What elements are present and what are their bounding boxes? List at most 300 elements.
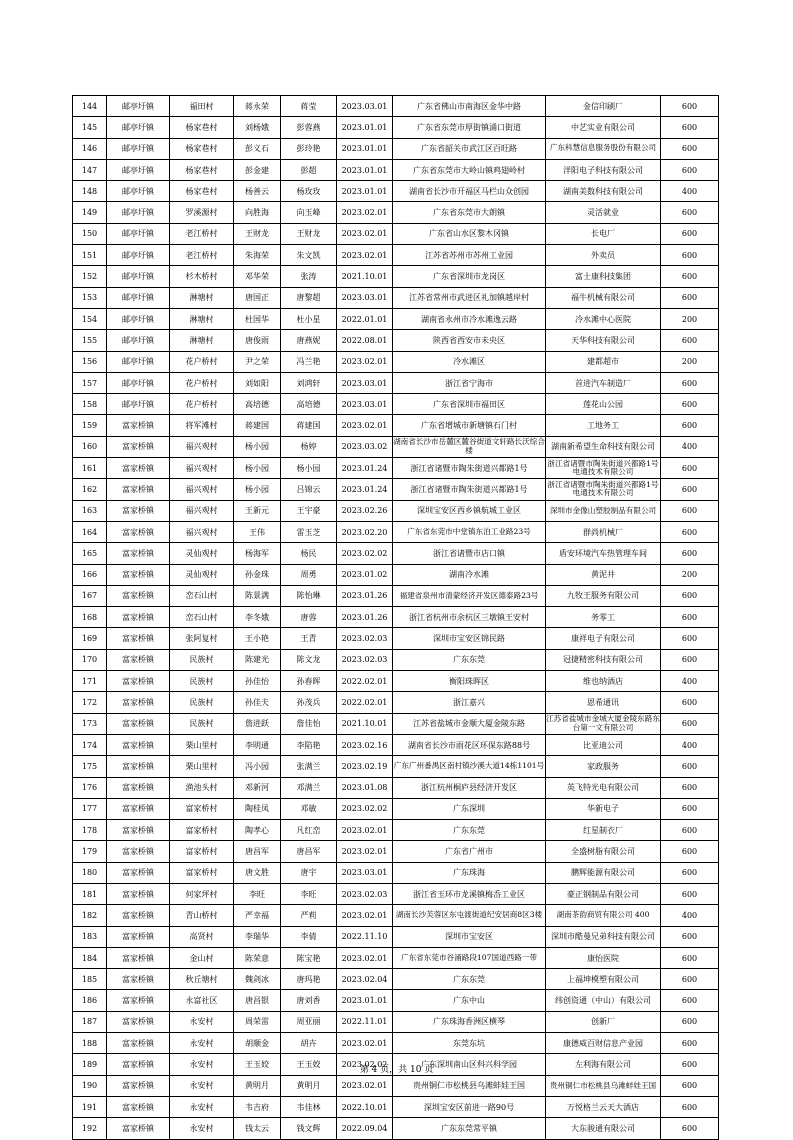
town-cell: 富家桥镇 xyxy=(107,628,170,649)
amount-cell: 600 xyxy=(661,223,719,244)
start-date-cell: 2023.02.03 xyxy=(337,649,393,670)
work-address-cell: 福建省泉州市清蒙经济开发区德泰路23号 xyxy=(393,585,546,606)
village-cell: 富家桥村 xyxy=(170,798,234,819)
employer-cell: 冷水滩中心医院 xyxy=(546,308,661,329)
worker-name-cell: 彭蓉燕 xyxy=(281,117,337,138)
start-date-cell: 2023.02.02 xyxy=(337,798,393,819)
table-row xyxy=(73,330,719,351)
town-cell: 邮亭圩镇 xyxy=(107,159,170,180)
work-address-cell: 广东东莞 xyxy=(393,649,546,670)
work-address-cell: 深圳宝安区西乡镇航城工业区 xyxy=(393,500,546,521)
worker-name-cell: 彭超 xyxy=(281,159,337,180)
table-row xyxy=(73,820,719,841)
employer-cell: 首进汽车制造厂 xyxy=(546,372,661,393)
village-cell: 杉木桥村 xyxy=(170,266,234,287)
town-cell: 邮亭圩镇 xyxy=(107,330,170,351)
town-cell: 富家桥镇 xyxy=(107,671,170,692)
employer-cell: 盾安环境汽车热管理车间 xyxy=(546,543,661,564)
row-number-cell: 163 xyxy=(73,500,107,521)
row-number-cell: 153 xyxy=(73,287,107,308)
amount-cell: 600 xyxy=(661,138,719,159)
householder-cell: 陶孝心 xyxy=(234,820,281,841)
employer-cell: 比亚迪公司 xyxy=(546,734,661,755)
householder-cell: 孙佳夫 xyxy=(234,692,281,713)
row-number-cell: 156 xyxy=(73,351,107,372)
village-cell: 栗山里村 xyxy=(170,734,234,755)
table-row xyxy=(73,585,719,606)
village-cell: 福兴观村 xyxy=(170,458,234,479)
row-number-cell: 159 xyxy=(73,415,107,436)
table-row xyxy=(73,947,719,968)
worker-name-cell: 陈宝艳 xyxy=(281,947,337,968)
row-number-cell: 179 xyxy=(73,841,107,862)
village-cell: 青山桥村 xyxy=(170,905,234,926)
town-cell: 富家桥镇 xyxy=(107,969,170,990)
worker-name-cell: 冯兰艳 xyxy=(281,351,337,372)
table-row xyxy=(73,926,719,947)
village-cell: 峦石山村 xyxy=(170,607,234,628)
amount-cell: 600 xyxy=(661,990,719,1011)
householder-cell: 王新元 xyxy=(234,500,281,521)
town-cell: 富家桥镇 xyxy=(107,564,170,585)
work-address-cell: 广东省佛山市南海区金华中路 xyxy=(393,96,546,117)
householder-cell: 杨小园 xyxy=(234,436,281,457)
employer-cell: 冠捷精密科技有限公司 xyxy=(546,649,661,670)
worker-name-cell: 严莉 xyxy=(281,905,337,926)
start-date-cell: 2022.11.10 xyxy=(337,926,393,947)
employer-cell: 黄泥井 xyxy=(546,564,661,585)
householder-cell: 杜国华 xyxy=(234,308,281,329)
worker-name-cell: 刘鸿轩 xyxy=(281,372,337,393)
amount-cell: 600 xyxy=(661,372,719,393)
employer-cell: 家政服务 xyxy=(546,756,661,777)
householder-cell: 唐俊雨 xyxy=(234,330,281,351)
village-cell: 永安村 xyxy=(170,1054,234,1075)
householder-cell: 李明通 xyxy=(234,734,281,755)
town-cell: 邮亭圩镇 xyxy=(107,96,170,117)
work-address-cell: 广东深圳 xyxy=(393,798,546,819)
worker-name-cell: 蒋莹 xyxy=(281,96,337,117)
amount-cell: 600 xyxy=(661,245,719,266)
amount-cell: 600 xyxy=(661,521,719,542)
row-number-cell: 157 xyxy=(73,372,107,393)
work-address-cell: 广东广州番禺区南村镇沙溪大道14栋1101号 xyxy=(393,756,546,777)
employer-cell: 深圳市金像山塑胶制品有限公司 xyxy=(546,500,661,521)
village-cell: 花户桥村 xyxy=(170,372,234,393)
town-cell: 富家桥镇 xyxy=(107,798,170,819)
row-number-cell: 146 xyxy=(73,138,107,159)
start-date-cell: 2023.01.26 xyxy=(337,607,393,628)
start-date-cell: 2023.01.01 xyxy=(337,159,393,180)
village-cell: 富家桥村 xyxy=(170,862,234,883)
table-row xyxy=(73,905,719,926)
table-row xyxy=(73,671,719,692)
amount-cell: 600 xyxy=(661,394,719,415)
worker-name-cell: 张涛 xyxy=(281,266,337,287)
table-row xyxy=(73,308,719,329)
row-number-cell: 178 xyxy=(73,820,107,841)
town-cell: 富家桥镇 xyxy=(107,543,170,564)
amount-cell: 600 xyxy=(661,117,719,138)
row-number-cell: 169 xyxy=(73,628,107,649)
start-date-cell: 2022.09.04 xyxy=(337,1118,393,1139)
start-date-cell: 2023.02.02 xyxy=(337,543,393,564)
town-cell: 富家桥镇 xyxy=(107,1011,170,1032)
work-address-cell: 广东珠海香洲区横琴 xyxy=(393,1011,546,1032)
householder-cell: 唐昌军 xyxy=(234,841,281,862)
worker-name-cell: 黄明月 xyxy=(281,1075,337,1096)
householder-cell: 朱海荣 xyxy=(234,245,281,266)
row-number-cell: 145 xyxy=(73,117,107,138)
worker-name-cell: 向玉峰 xyxy=(281,202,337,223)
town-cell: 富家桥镇 xyxy=(107,458,170,479)
start-date-cell: 2023.02.02 xyxy=(337,1054,393,1075)
householder-cell: 李旺 xyxy=(234,883,281,904)
householder-cell: 杨小园 xyxy=(234,479,281,500)
employer-cell: 湖南茶韵商贸有限公司 400 xyxy=(546,905,661,926)
employer-cell: 群尚机械厂 xyxy=(546,521,661,542)
table-row xyxy=(73,649,719,670)
table-row xyxy=(73,436,719,457)
row-number-cell: 147 xyxy=(73,159,107,180)
employer-cell: 福牛机械有限公司 xyxy=(546,287,661,308)
row-number-cell: 161 xyxy=(73,458,107,479)
town-cell: 富家桥镇 xyxy=(107,734,170,755)
start-date-cell: 2023.02.01 xyxy=(337,202,393,223)
worker-name-cell: 李陷艳 xyxy=(281,734,337,755)
village-cell: 秋丘塘村 xyxy=(170,969,234,990)
table-row xyxy=(73,159,719,180)
employer-cell: 长电厂 xyxy=(546,223,661,244)
town-cell: 邮亭圩镇 xyxy=(107,266,170,287)
row-number-cell: 151 xyxy=(73,245,107,266)
start-date-cell: 2023.03.01 xyxy=(337,862,393,883)
amount-cell: 600 xyxy=(661,500,719,521)
work-address-cell: 广东省东莞市大岭山镇鸡翅岭村 xyxy=(393,159,546,180)
row-number-cell: 175 xyxy=(73,756,107,777)
worker-name-cell: 胡卉 xyxy=(281,1033,337,1054)
householder-cell: 严幸福 xyxy=(234,905,281,926)
table-row xyxy=(73,777,719,798)
village-cell: 花户桥村 xyxy=(170,351,234,372)
worker-name-cell: 蒋建国 xyxy=(281,415,337,436)
work-address-cell: 江苏省苏州市苏州工业园 xyxy=(393,245,546,266)
employer-cell: 豪正钢制品有限公司 xyxy=(546,883,661,904)
amount-cell: 600 xyxy=(661,1011,719,1032)
worker-name-cell: 韦佳林 xyxy=(281,1096,337,1117)
amount-cell: 600 xyxy=(661,159,719,180)
householder-cell: 詹进跃 xyxy=(234,713,281,734)
worker-name-cell: 李旺 xyxy=(281,883,337,904)
employer-cell: 上福坤模塑有限公司 xyxy=(546,969,661,990)
start-date-cell: 2023.02.01 xyxy=(337,820,393,841)
table-row xyxy=(73,692,719,713)
work-address-cell: 江苏省常州市武进区礼加镇越岸村 xyxy=(393,287,546,308)
work-address-cell: 广东东莞 xyxy=(393,820,546,841)
town-cell: 邮亭圩镇 xyxy=(107,351,170,372)
employer-cell: 九牧王服务有限公司 xyxy=(546,585,661,606)
householder-cell: 蒋建国 xyxy=(234,415,281,436)
table-row xyxy=(73,202,719,223)
amount-cell: 600 xyxy=(661,820,719,841)
start-date-cell: 2022.02.01 xyxy=(337,671,393,692)
worker-name-cell: 钱文辉 xyxy=(281,1118,337,1139)
table-row xyxy=(73,245,719,266)
row-number-cell: 168 xyxy=(73,607,107,628)
row-number-cell: 185 xyxy=(73,969,107,990)
start-date-cell: 2023.02.01 xyxy=(337,947,393,968)
town-cell: 富家桥镇 xyxy=(107,820,170,841)
worker-name-cell: 邓敏 xyxy=(281,798,337,819)
row-number-cell: 164 xyxy=(73,521,107,542)
employer-cell: 维也纳酒店 xyxy=(546,671,661,692)
employer-cell: 湖南美数科技有限公司 xyxy=(546,181,661,202)
village-cell: 灵仙观村 xyxy=(170,564,234,585)
employer-cell: 恩希通讯 xyxy=(546,692,661,713)
work-address-cell: 广东省广州市 xyxy=(393,841,546,862)
row-number-cell: 180 xyxy=(73,862,107,883)
start-date-cell: 2023.02.16 xyxy=(337,734,393,755)
employer-cell: 深圳市酷曼兄弟科技有限公司 xyxy=(546,926,661,947)
start-date-cell: 2023.03.02 xyxy=(337,436,393,457)
work-address-cell: 广东省韶关市武江区百旺路 xyxy=(393,138,546,159)
table-row xyxy=(73,458,719,479)
amount-cell: 600 xyxy=(661,266,719,287)
town-cell: 富家桥镇 xyxy=(107,1054,170,1075)
village-cell: 金山村 xyxy=(170,947,234,968)
row-number-cell: 183 xyxy=(73,926,107,947)
householder-cell: 陈建光 xyxy=(234,649,281,670)
employer-cell: 金信印刷厂 xyxy=(546,96,661,117)
start-date-cell: 2023.02.03 xyxy=(337,883,393,904)
village-cell: 淋塘村 xyxy=(170,330,234,351)
start-date-cell: 2023.03.01 xyxy=(337,394,393,415)
village-cell: 老江桥村 xyxy=(170,245,234,266)
row-number-cell: 182 xyxy=(73,905,107,926)
village-cell: 民族村 xyxy=(170,649,234,670)
worker-name-cell: 孙春晖 xyxy=(281,671,337,692)
amount-cell: 600 xyxy=(661,96,719,117)
employer-cell: 创新厂 xyxy=(546,1011,661,1032)
work-address-cell: 浙江杭州桐庐县经济开发区 xyxy=(393,777,546,798)
table-row xyxy=(73,969,719,990)
village-cell: 峦石山村 xyxy=(170,585,234,606)
amount-cell: 600 xyxy=(661,841,719,862)
amount-cell: 600 xyxy=(661,756,719,777)
work-address-cell: 广东东莞 xyxy=(393,969,546,990)
village-cell: 淋塘村 xyxy=(170,287,234,308)
amount-cell: 400 xyxy=(661,905,719,926)
table-row xyxy=(73,564,719,585)
village-cell: 高贤村 xyxy=(170,926,234,947)
start-date-cell: 2023.01.01 xyxy=(337,181,393,202)
village-cell: 渔池头村 xyxy=(170,777,234,798)
amount-cell: 600 xyxy=(661,287,719,308)
work-address-cell: 广东省深圳市福田区 xyxy=(393,394,546,415)
amount-cell: 600 xyxy=(661,1075,719,1096)
town-cell: 富家桥镇 xyxy=(107,1033,170,1054)
employer-cell: 康祥电子有限公司 xyxy=(546,628,661,649)
amount-cell: 400 xyxy=(661,671,719,692)
village-cell: 杨家巷村 xyxy=(170,159,234,180)
town-cell: 富家桥镇 xyxy=(107,585,170,606)
worker-name-cell: 陈怡琳 xyxy=(281,585,337,606)
amount-cell: 200 xyxy=(661,564,719,585)
row-number-cell: 181 xyxy=(73,883,107,904)
start-date-cell: 2023.01.26 xyxy=(337,585,393,606)
table-row xyxy=(73,372,719,393)
work-address-cell: 广东省东莞市中堂镇东泊工业路23号 xyxy=(393,521,546,542)
village-cell: 永安村 xyxy=(170,1118,234,1139)
amount-cell: 600 xyxy=(661,458,719,479)
town-cell: 富家桥镇 xyxy=(107,692,170,713)
village-cell: 永安村 xyxy=(170,1096,234,1117)
amount-cell: 600 xyxy=(661,607,719,628)
worker-name-cell: 雷玉芝 xyxy=(281,521,337,542)
table-row xyxy=(73,734,719,755)
amount-cell: 600 xyxy=(661,1118,719,1139)
town-cell: 邮亭圩镇 xyxy=(107,372,170,393)
start-date-cell: 2022.02.01 xyxy=(337,692,393,713)
work-address-cell: 湖南省长沙市岳麓区麓谷街道文轩路长沃综合楼 xyxy=(393,436,546,457)
amount-cell: 600 xyxy=(661,585,719,606)
employer-cell: 广东科慧信息服务股份有限公司 xyxy=(546,138,661,159)
amount-cell: 600 xyxy=(661,479,719,500)
worker-name-cell: 李倩 xyxy=(281,926,337,947)
start-date-cell: 2023.02.01 xyxy=(337,415,393,436)
town-cell: 富家桥镇 xyxy=(107,479,170,500)
amount-cell: 600 xyxy=(661,926,719,947)
start-date-cell: 2023.02.03 xyxy=(337,628,393,649)
worker-name-cell: 彭玲艳 xyxy=(281,138,337,159)
table-row xyxy=(73,607,719,628)
village-cell: 杨家巷村 xyxy=(170,117,234,138)
householder-cell: 彭义石 xyxy=(234,138,281,159)
row-number-cell: 152 xyxy=(73,266,107,287)
worker-name-cell: 张满兰 xyxy=(281,756,337,777)
row-number-cell: 188 xyxy=(73,1033,107,1054)
employer-cell: 天华科技有限公司 xyxy=(546,330,661,351)
work-address-cell: 广东省深圳市龙岗区 xyxy=(393,266,546,287)
amount-cell: 600 xyxy=(661,202,719,223)
town-cell: 邮亭圩镇 xyxy=(107,394,170,415)
householder-cell: 刘杨娥 xyxy=(234,117,281,138)
row-number-cell: 189 xyxy=(73,1054,107,1075)
householder-cell: 彭金建 xyxy=(234,159,281,180)
householder-cell: 王玉姣 xyxy=(234,1054,281,1075)
employer-cell: 洋阳电子科技有限公司 xyxy=(546,159,661,180)
householder-cell: 杨海军 xyxy=(234,543,281,564)
table-row xyxy=(73,117,719,138)
work-address-cell: 浙江省宁海市 xyxy=(393,372,546,393)
amount-cell: 400 xyxy=(661,436,719,457)
town-cell: 富家桥镇 xyxy=(107,990,170,1011)
householder-cell: 向胜海 xyxy=(234,202,281,223)
start-date-cell: 2023.02.01 xyxy=(337,245,393,266)
start-date-cell: 2022.01.01 xyxy=(337,308,393,329)
worker-name-cell: 杜小星 xyxy=(281,308,337,329)
start-date-cell: 2022.11.01 xyxy=(337,1011,393,1032)
town-cell: 富家桥镇 xyxy=(107,1075,170,1096)
worker-name-cell: 高培德 xyxy=(281,394,337,415)
worker-name-cell: 邓满兰 xyxy=(281,777,337,798)
work-address-cell: 浙江省诸暨市陶朱街道兴都路1号 xyxy=(393,458,546,479)
employer-cell: 华新电子 xyxy=(546,798,661,819)
householder-cell: 黄明月 xyxy=(234,1075,281,1096)
row-number-cell: 190 xyxy=(73,1075,107,1096)
employer-cell: 湖南新希望生命科技有限公司 xyxy=(546,436,661,457)
town-cell: 富家桥镇 xyxy=(107,947,170,968)
amount-cell: 400 xyxy=(661,734,719,755)
town-cell: 富家桥镇 xyxy=(107,521,170,542)
householder-cell: 王财龙 xyxy=(234,223,281,244)
village-cell: 将军滩村 xyxy=(170,415,234,436)
table-row xyxy=(73,628,719,649)
householder-cell: 刘如阳 xyxy=(234,372,281,393)
village-cell: 杨家巷村 xyxy=(170,181,234,202)
work-address-cell: 湖南省长沙市雨花区环保东路88号 xyxy=(393,734,546,755)
amount-cell: 600 xyxy=(661,543,719,564)
row-number-cell: 150 xyxy=(73,223,107,244)
householder-cell: 韦吉府 xyxy=(234,1096,281,1117)
town-cell: 富家桥镇 xyxy=(107,862,170,883)
worker-name-cell: 唐黎超 xyxy=(281,287,337,308)
village-cell: 何家坪村 xyxy=(170,883,234,904)
row-number-cell: 176 xyxy=(73,777,107,798)
table-row xyxy=(73,1011,719,1032)
work-address-cell: 湖南省长沙市开福区马栏山众创园 xyxy=(393,181,546,202)
householder-cell: 孙金珠 xyxy=(234,564,281,585)
village-cell: 福兴观村 xyxy=(170,436,234,457)
employer-cell: 务零工 xyxy=(546,607,661,628)
employer-cell: 纬创资通（中山）有限公司 xyxy=(546,990,661,1011)
amount-cell: 600 xyxy=(661,947,719,968)
work-address-cell: 广东省东莞市大朗镇 xyxy=(393,202,546,223)
householder-cell: 李冬娥 xyxy=(234,607,281,628)
row-number-cell: 154 xyxy=(73,308,107,329)
worker-name-cell: 吕锦云 xyxy=(281,479,337,500)
work-address-cell: 衡阳珠晖区 xyxy=(393,671,546,692)
worker-name-cell: 唐燕妮 xyxy=(281,330,337,351)
table-row xyxy=(73,1075,719,1096)
table-row xyxy=(73,841,719,862)
town-cell: 邮亭圩镇 xyxy=(107,245,170,266)
row-number-cell: 149 xyxy=(73,202,107,223)
page-footer: 第 4 页，共 10 页 xyxy=(359,1065,434,1075)
table-row xyxy=(73,798,719,819)
row-number-cell: 158 xyxy=(73,394,107,415)
work-address-cell: 广东省东莞市厚街镇涌口街道 xyxy=(393,117,546,138)
row-number-cell: 191 xyxy=(73,1096,107,1117)
village-cell: 杨家巷村 xyxy=(170,138,234,159)
worker-name-cell: 王玉姣 xyxy=(281,1054,337,1075)
householder-cell: 尹之荣 xyxy=(234,351,281,372)
work-address-cell: 广东深圳南山区科兴科学园 xyxy=(393,1054,546,1075)
table-row xyxy=(73,521,719,542)
village-cell: 民族村 xyxy=(170,671,234,692)
householder-cell: 冯小园 xyxy=(234,756,281,777)
row-number-cell: 192 xyxy=(73,1118,107,1139)
town-cell: 邮亭圩镇 xyxy=(107,308,170,329)
employer-cell: 灵活就业 xyxy=(546,202,661,223)
worker-name-cell: 王宇豪 xyxy=(281,500,337,521)
table-row xyxy=(73,138,719,159)
householder-cell: 邓新河 xyxy=(234,777,281,798)
row-number-cell: 171 xyxy=(73,671,107,692)
town-cell: 富家桥镇 xyxy=(107,1118,170,1139)
start-date-cell: 2023.03.01 xyxy=(337,287,393,308)
work-address-cell: 深圳宝安区前进一路90号 xyxy=(393,1096,546,1117)
